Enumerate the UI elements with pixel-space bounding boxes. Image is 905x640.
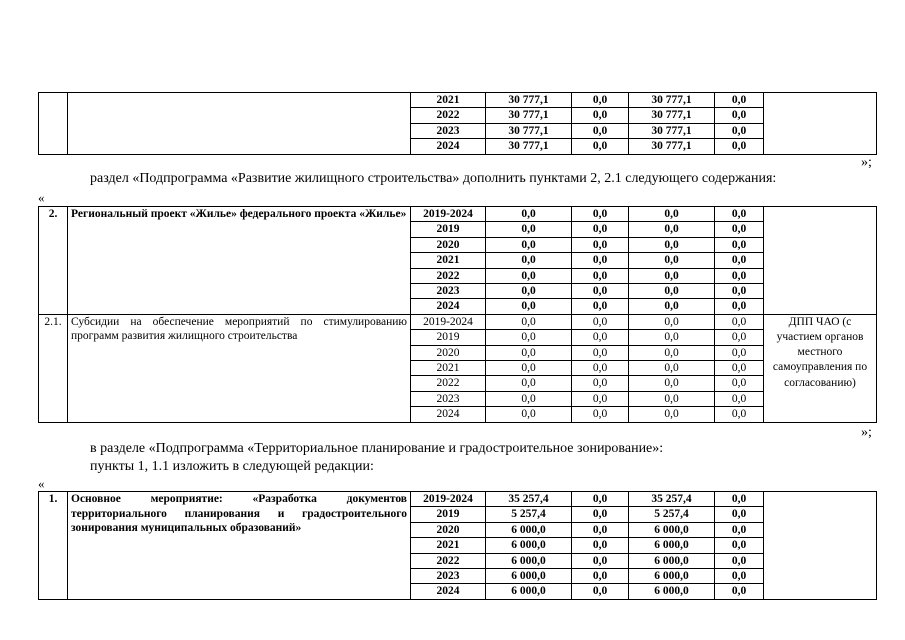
total-cell: 0,0 [486,237,572,252]
instruction-2a: в разделе «Подпрограмма «Территориальное планирование и градостроительное зонирование»: [90,441,664,456]
total-cell: 0,0 [486,376,572,391]
year-cell: 2019-2024 [411,207,486,222]
total-cell: 0,0 [486,207,572,222]
year-cell: 2024 [411,584,486,599]
federal-budget-cell: 0,0 [572,361,629,376]
local-budget-cell: 0,0 [715,237,764,252]
local-budget-cell: 0,0 [715,538,764,553]
okrug-budget-cell: 0,0 [629,268,715,283]
year-cell: 2019-2024 [411,492,486,507]
year-cell: 2021 [411,93,486,108]
okrug-budget-cell: 0,0 [629,391,715,406]
executor-cell [764,207,877,315]
total-cell: 6 000,0 [486,569,572,584]
okrug-budget-cell: 6 000,0 [629,538,715,553]
local-budget-cell: 0,0 [715,93,764,108]
okrug-budget-cell: 30 777,1 [629,93,715,108]
local-budget-cell: 0,0 [715,207,764,222]
local-budget-cell: 0,0 [715,553,764,568]
federal-budget-cell: 0,0 [572,222,629,237]
year-cell: 2021 [411,253,486,268]
year-cell: 2022 [411,268,486,283]
federal-budget-cell: 0,0 [572,345,629,360]
year-cell: 2023 [411,569,486,584]
year-cell: 2023 [411,123,486,138]
local-budget-cell: 0,0 [715,376,764,391]
total-cell: 5 257,4 [486,507,572,522]
okrug-budget-cell: 30 777,1 [629,139,715,154]
federal-budget-cell: 0,0 [572,284,629,299]
year-cell: 2022 [411,108,486,123]
table-row [39,314,877,329]
item-number: 2. [39,207,68,315]
table-bottom [38,491,877,600]
okrug-budget-cell: 0,0 [629,299,715,314]
executor-cell: ДПП ЧАО (с участием органов местного самоуправления по согласованию) [764,314,877,422]
item-name: Субсидии на обеспечение мероприятий по стимулированию программ развития жилищного строительства [68,314,411,422]
open-quote-2: « [38,476,45,491]
local-budget-cell: 0,0 [715,330,764,345]
okrug-budget-cell: 35 257,4 [629,492,715,507]
total-cell: 0,0 [486,299,572,314]
federal-budget-cell: 0,0 [572,376,629,391]
open-quote-1: « [38,190,45,205]
year-cell: 2019-2024 [411,314,486,329]
local-budget-cell: 0,0 [715,522,764,537]
federal-budget-cell: 0,0 [572,391,629,406]
local-budget-cell: 0,0 [715,299,764,314]
okrug-budget-cell: 0,0 [629,207,715,222]
local-budget-cell: 0,0 [715,492,764,507]
total-cell: 0,0 [486,330,572,345]
local-budget-cell: 0,0 [715,268,764,283]
year-cell: 2020 [411,345,486,360]
federal-budget-cell: 0,0 [572,330,629,345]
local-budget-cell: 0,0 [715,345,764,360]
local-budget-cell: 0,0 [715,123,764,138]
federal-budget-cell: 0,0 [572,93,629,108]
federal-budget-cell: 0,0 [572,492,629,507]
okrug-budget-cell: 0,0 [629,361,715,376]
local-budget-cell: 0,0 [715,314,764,329]
local-budget-cell: 0,0 [715,361,764,376]
total-cell: 0,0 [486,407,572,422]
local-budget-cell: 0,0 [715,407,764,422]
okrug-budget-cell: 30 777,1 [629,123,715,138]
federal-budget-cell: 0,0 [572,108,629,123]
federal-budget-cell: 0,0 [572,139,629,154]
local-budget-cell: 0,0 [715,569,764,584]
total-cell: 6 000,0 [486,538,572,553]
okrug-budget-cell: 0,0 [629,222,715,237]
executor-cell [764,93,877,155]
federal-budget-cell: 0,0 [572,538,629,553]
total-cell: 0,0 [486,222,572,237]
okrug-budget-cell: 6 000,0 [629,584,715,599]
local-budget-cell: 0,0 [715,584,764,599]
year-cell: 2023 [411,284,486,299]
year-cell: 2022 [411,553,486,568]
table-middle [38,206,877,423]
total-cell: 6 000,0 [486,584,572,599]
okrug-budget-cell: 0,0 [629,345,715,360]
local-budget-cell: 0,0 [715,284,764,299]
federal-budget-cell: 0,0 [572,268,629,283]
okrug-budget-cell: 0,0 [629,407,715,422]
instruction-2b: пункты 1, 1.1 изложить в следующей редакции: [90,459,374,474]
item-number: 1. [39,492,68,600]
item-name: Региональный проект «Жилье» федерального проекта «Жилье» [68,207,411,315]
total-cell: 30 777,1 [486,139,572,154]
federal-budget-cell: 0,0 [572,253,629,268]
year-cell: 2020 [411,237,486,252]
okrug-budget-cell: 0,0 [629,237,715,252]
close-quote-1: »; [861,155,872,170]
year-cell: 2022 [411,376,486,391]
name-cell [68,93,411,155]
table-row [39,492,877,507]
item-name: Основное мероприятие: «Разработка документов территориального планирования и градостроительного зонирования муниципальных образований» [68,492,411,600]
table-row [39,207,877,222]
instruction-1: раздел «Подпрограмма «Развитие жилищного строительства» дополнить пунктами 2, 2.1 следующего содержания: [90,171,777,186]
total-cell: 30 777,1 [486,108,572,123]
table-top [38,92,877,155]
federal-budget-cell: 0,0 [572,584,629,599]
okrug-budget-cell: 30 777,1 [629,108,715,123]
total-cell: 0,0 [486,345,572,360]
local-budget-cell: 0,0 [715,139,764,154]
item-number: 2.1. [39,314,68,422]
year-cell: 2020 [411,522,486,537]
total-cell: 0,0 [486,284,572,299]
local-budget-cell: 0,0 [715,253,764,268]
local-budget-cell: 0,0 [715,108,764,123]
total-cell: 30 777,1 [486,123,572,138]
num-cell [39,93,68,155]
federal-budget-cell: 0,0 [572,407,629,422]
okrug-budget-cell: 6 000,0 [629,569,715,584]
year-cell: 2024 [411,299,486,314]
federal-budget-cell: 0,0 [572,123,629,138]
federal-budget-cell: 0,0 [572,553,629,568]
total-cell: 0,0 [486,361,572,376]
total-cell: 0,0 [486,314,572,329]
total-cell: 35 257,4 [486,492,572,507]
local-budget-cell: 0,0 [715,391,764,406]
okrug-budget-cell: 0,0 [629,376,715,391]
okrug-budget-cell: 0,0 [629,253,715,268]
okrug-budget-cell: 0,0 [629,330,715,345]
year-cell: 2021 [411,361,486,376]
okrug-budget-cell: 0,0 [629,284,715,299]
total-cell: 0,0 [486,391,572,406]
okrug-budget-cell: 6 000,0 [629,553,715,568]
table-row [39,93,877,108]
federal-budget-cell: 0,0 [572,569,629,584]
executor-cell [764,492,877,600]
year-cell: 2023 [411,391,486,406]
total-cell: 6 000,0 [486,553,572,568]
federal-budget-cell: 0,0 [572,207,629,222]
total-cell: 0,0 [486,268,572,283]
okrug-budget-cell: 6 000,0 [629,522,715,537]
total-cell: 0,0 [486,253,572,268]
local-budget-cell: 0,0 [715,222,764,237]
total-cell: 30 777,1 [486,93,572,108]
year-cell: 2024 [411,407,486,422]
year-cell: 2019 [411,222,486,237]
okrug-budget-cell: 0,0 [629,314,715,329]
year-cell: 2021 [411,538,486,553]
year-cell: 2024 [411,139,486,154]
federal-budget-cell: 0,0 [572,507,629,522]
close-quote-2: »; [861,425,872,440]
federal-budget-cell: 0,0 [572,299,629,314]
local-budget-cell: 0,0 [715,507,764,522]
total-cell: 6 000,0 [486,522,572,537]
federal-budget-cell: 0,0 [572,522,629,537]
federal-budget-cell: 0,0 [572,314,629,329]
okrug-budget-cell: 5 257,4 [629,507,715,522]
year-cell: 2019 [411,507,486,522]
federal-budget-cell: 0,0 [572,237,629,252]
year-cell: 2019 [411,330,486,345]
